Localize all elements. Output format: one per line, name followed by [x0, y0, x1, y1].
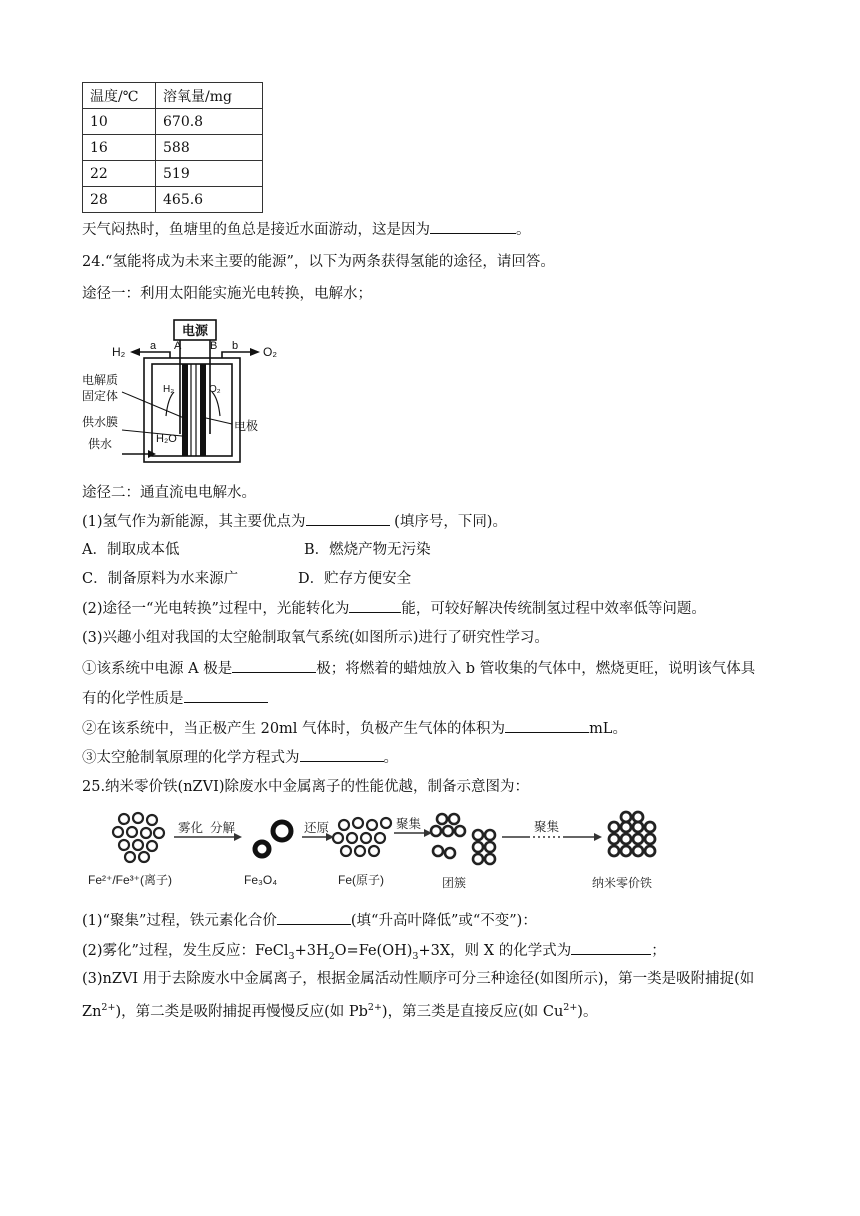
- table-row: [83, 135, 263, 161]
- step-reduce: 还原: [304, 821, 330, 835]
- q24-sub1-cont: 有的化学性质是: [82, 688, 268, 709]
- answer-blank[interactable]: [184, 688, 268, 703]
- power-label: 电源: [181, 323, 209, 338]
- step-aggregate-1: 聚集: [396, 817, 422, 831]
- o2-out-label: O₂: [263, 345, 277, 359]
- q25-part3: (3)nZVI 用于去除废水中金属离子，根据金属活动性顺序可分三种途径(如图所示)，第一类是吸附捕捉(如: [82, 971, 755, 987]
- nano-iron-label: 纳米零价铁: [592, 876, 653, 890]
- q24-part1: (1)氢气作为新能源，其主要优点为 (填序号，下同)。: [82, 511, 507, 532]
- label-b: b: [232, 340, 239, 352]
- table-row: [83, 187, 263, 213]
- q25-stem: 25.纳米零价铁(nZVI)除废水中金属离子的性能优越，制备示意图为：: [82, 779, 529, 795]
- table-header-row: [83, 83, 263, 109]
- table-cell: 10: [83, 109, 156, 135]
- table-cell: 588: [156, 135, 263, 161]
- label-a: a: [150, 340, 157, 352]
- q24-part3: (3)兴趣小组对我国的太空舱制取氧气系统(如图所示)进行了研究性学习。: [82, 630, 549, 646]
- membrane-label: 供水膜: [82, 415, 119, 429]
- table-cell: 16: [83, 135, 156, 161]
- answer-blank[interactable]: [300, 747, 384, 762]
- answer-blank[interactable]: [306, 511, 390, 526]
- step-aggregate-2: 聚集: [534, 820, 560, 834]
- o2-outlet-arrow-icon: [250, 348, 260, 356]
- q24-options-row2: [82, 569, 412, 589]
- h2o-label: H₂O: [156, 433, 177, 445]
- label-B: B: [210, 340, 218, 352]
- electrode-right: [200, 364, 206, 456]
- step-decompose: 分解: [210, 821, 236, 835]
- fe3o4-label: Fe₃O₄: [244, 873, 278, 887]
- q24-sub1: ①该系统中电源 A 极是 极；将燃着的蜡烛放入 b 管收集的气体中，燃烧更旺，说明该气体具: [82, 658, 755, 679]
- q23-tail-line: 天气闷热时，鱼塘里的鱼总是接近水面游动，这是因为 。: [82, 219, 531, 240]
- ion-label: Fe²⁺/Fe³⁺(离子): [88, 873, 172, 887]
- q24-options-row1: [82, 540, 431, 560]
- h2-inner-label: H₂: [163, 384, 175, 395]
- o2-inner-label: O₂: [209, 384, 221, 395]
- electrolysis-diagram: [82, 318, 282, 468]
- q24-sub2: ②在该系统中，当正极产生 20ml 气体时，负极产生气体的体积为 mL。: [82, 718, 627, 739]
- cluster-label: 团簇: [442, 876, 467, 890]
- electrolyte-label-2: 固定体: [82, 389, 119, 403]
- q25-part3-cont: $Zn^{2+}$)，第二类是吸附捕捉再慢慢反应(如 $Pb^{2+}$)，第三类是直接反应(如 $Cu^{2+}$)。: [82, 1002, 598, 1020]
- table-cell: 519: [156, 161, 263, 187]
- q24-part2: (2)途径一“光电转换”过程中，光能转化为 能，可较好解决传统制氢过程中效率低等问题。: [82, 598, 706, 619]
- q24-route1: 途径一：利用太阳能实施光电转换，电解水；: [82, 286, 372, 302]
- answer-blank[interactable]: [232, 658, 316, 673]
- table-cell: 670.8: [156, 109, 263, 135]
- arrow-icon: [234, 833, 242, 841]
- answer-blank[interactable]: [349, 598, 401, 613]
- table-header-cell: 溶氧量/mg: [156, 83, 263, 109]
- answer-blank[interactable]: [505, 718, 589, 733]
- h2-out-label: H₂: [112, 345, 126, 359]
- atom-label: Fe(原子): [338, 873, 384, 887]
- electrode-left: [182, 364, 188, 456]
- label-A: A: [174, 340, 182, 352]
- q24-sub3: ③太空舱制氧原理的化学方程式为 。: [82, 747, 398, 768]
- electrolyte-label-1: 电解质: [82, 373, 119, 387]
- nzvi-process-diagram: [82, 805, 682, 897]
- q25-part2: (2)雾化”过程，发生反应：$FeCl_3+3H_2O=Fe(OH)_3+3X$，则 X 的化学式为 ；: [82, 940, 666, 967]
- q24-stem: 24.“氢能将成为未来主要的能源”，以下为两条获得氢能的途径，请回答。: [82, 254, 555, 270]
- table-cell: 22: [83, 161, 156, 187]
- table-cell: 28: [83, 187, 156, 213]
- answer-blank[interactable]: [571, 940, 651, 955]
- answer-blank[interactable]: [277, 910, 351, 925]
- q25-part1: (1)“聚集”过程，铁元素化合价 (填“升高叶降低”或“不变”)：: [82, 910, 537, 931]
- temperature-oxygen-table: [82, 82, 263, 213]
- table-row: [83, 161, 263, 187]
- arrow-icon: [594, 833, 602, 841]
- step-atomize: 雾化: [178, 821, 204, 835]
- h2-outlet-arrow-icon: [130, 348, 140, 356]
- option-b: B．燃烧产物无污染: [304, 542, 431, 558]
- supply-label: 供水: [88, 437, 113, 451]
- table-row: [83, 109, 263, 135]
- option-a: A．制取成本低: [82, 542, 180, 558]
- answer-blank[interactable]: [430, 219, 516, 234]
- table-cell: 465.6: [156, 187, 263, 213]
- q24-route2: 途径二：通直流电电解水。: [82, 485, 256, 501]
- table-header-cell: 温度/℃: [83, 83, 156, 109]
- electrode-label: 电极: [234, 419, 259, 433]
- option-d: D．贮存方便安全: [298, 571, 412, 587]
- option-c: C．制备原料为水来源广: [82, 571, 239, 587]
